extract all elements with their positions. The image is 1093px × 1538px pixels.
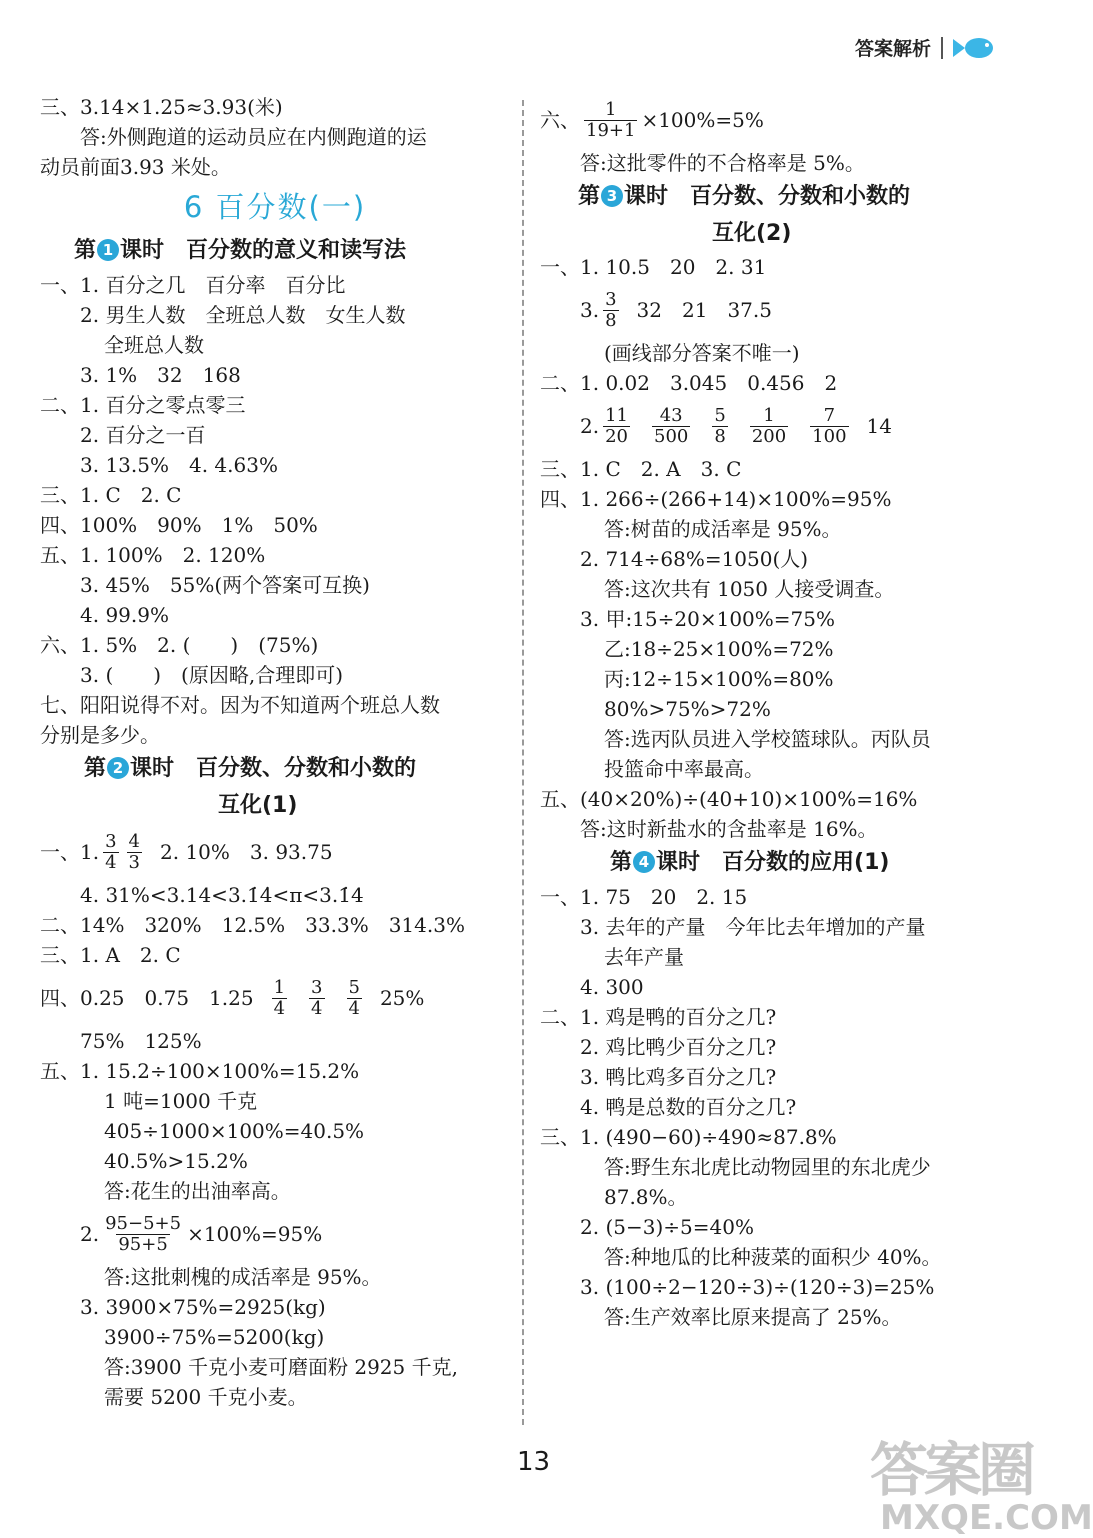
answer-line: 3. 13.5% 4. 4.63% — [80, 453, 278, 477]
answer-line: 五、1. 15.2÷100×100%=15.2% — [40, 1059, 360, 1083]
answer-line: 一、1. 3 4 4 3 2. 10% 3. 93.75 — [40, 830, 333, 873]
lesson-number-badge: 2 — [107, 757, 129, 779]
answer-line: 答:树苗的成活率是 95%。 — [604, 517, 842, 541]
header-label: 答案解析 — [854, 38, 931, 60]
answer-line: 二、1. 鸡是鸭的百分之几? — [540, 1005, 777, 1029]
answer-line: 六、1. 5% 2. ( ) (75%) — [40, 633, 319, 657]
page-number: 13 — [516, 1447, 551, 1477]
answer-line: 2. 百分之一百 — [80, 423, 206, 447]
lesson-number-badge: 1 — [97, 239, 119, 261]
watermark-url: MXQE.COM — [880, 1498, 1093, 1538]
fraction: 4 3 — [128, 830, 140, 873]
answer-line: 75% 125% — [80, 1029, 202, 1053]
answer-line: 动员前面3.93 米处。 — [40, 155, 231, 179]
answer-line: 二、1. 百分之零点零三 — [40, 393, 246, 417]
answer-line: 三、1. C 2. C — [40, 483, 182, 507]
answer-line: 3900÷75%=5200(kg) — [104, 1325, 325, 1349]
answer-line: 3. 3 8 32 21 37.5 — [580, 288, 772, 331]
fraction: 1 4 — [273, 976, 286, 1019]
watermark — [870, 1436, 1093, 1538]
answer-line: 2. (5−3)÷5=40% — [580, 1215, 754, 1239]
lesson-heading-2-cont: 互化(1) — [218, 793, 298, 818]
answer-line: 乙:18÷25×100%=72% — [604, 637, 834, 661]
answer-line: 4. 99.9% — [80, 603, 169, 627]
fraction: 1 200 — [751, 404, 787, 447]
answer-line: 40.5%>15.2% — [104, 1149, 248, 1173]
unit-title: 6 百分数(一) — [183, 190, 367, 224]
answer-line: 答:这次共有 1050 人接受调查。 — [604, 577, 895, 601]
fraction: 3 4 — [311, 976, 323, 1019]
answer-line: 答:这批刺槐的成活率是 95%。 — [104, 1265, 382, 1289]
fraction: 5 8 — [714, 404, 726, 447]
answer-line: 3. (100÷2−120÷3)÷(120÷3)=25% — [580, 1275, 935, 1299]
answer-line: 2. 鸡比鸭少百分之几? — [580, 1035, 777, 1059]
lesson-heading-2: 第 2 课时 百分数、分数和小数的 — [84, 756, 417, 781]
answer-line: 五、1. 100% 2. 120% — [40, 543, 266, 567]
answer-line: 去年产量 — [604, 945, 684, 969]
answer-line: 丙:12÷15×100%=80% — [604, 667, 834, 691]
answer-line: 3. ( ) (原因略,合理即可) — [80, 663, 344, 687]
fraction: 5 4 — [348, 976, 360, 1019]
answer-line: 答:生产效率比原来提高了 25%。 — [604, 1305, 902, 1329]
lesson-heading-1: 第 1 课时 百分数的意义和读写法 — [74, 238, 407, 263]
watermark-text: 答案圈 — [870, 1436, 1033, 1504]
answer-line: 七、阳阳说得不对。因为不知道两个班总人数 — [40, 693, 440, 717]
fraction: 3 8 — [605, 288, 617, 331]
answer-line: 分别是多少。 — [40, 723, 160, 747]
lesson-heading-3: 第 3 课时 百分数、分数和小数的 — [578, 184, 911, 209]
answer-line: 2. 11 20 43 500 5 8 1 200 7 100 14 — [580, 404, 892, 447]
fraction: 7 100 — [812, 404, 847, 447]
answer-line: 四、100% 90% 1% 50% — [40, 513, 318, 537]
answer-line: 4. 300 — [580, 975, 644, 999]
answer-line: 需要 5200 千克小麦。 — [104, 1385, 308, 1409]
answer-line: 三、3.14×1.25≈3.93(米) — [40, 95, 283, 119]
answer-line: 一、1. 10.5 20 2. 31 — [540, 255, 767, 279]
fraction: 11 20 — [605, 404, 628, 447]
left-column — [40, 92, 510, 1412]
answer-line: 二、1. 0.02 3.045 0.456 2 — [540, 371, 838, 395]
answer-line: 三、1. (490−60)÷490≈87.8% — [540, 1125, 837, 1149]
answer-line: 3. 1% 32 168 — [80, 363, 241, 387]
right-column — [540, 92, 1020, 1332]
answer-line: 1 吨=1000 千克 — [104, 1089, 258, 1113]
answer-line: 2. 714÷68%=1050(人) — [580, 547, 809, 571]
lesson-heading-4: 第 4 课时 百分数的应用(1) — [610, 850, 890, 875]
answer-line: 答:选丙队员进入学校篮球队。丙队员 — [604, 727, 931, 751]
answer-line: 答:种地瓜的比种菠菜的面积少 40%。 — [604, 1245, 942, 1269]
answer-line: 四、1. 266÷(266+14)×100%=95% — [540, 487, 892, 511]
answer-line: 87.8%。 — [604, 1185, 688, 1209]
answer-line: 一、1. 百分之几 百分率 百分比 — [40, 273, 346, 297]
answer-line: 2. $\frac{95-5+5}{95+5}$ ×100%=95% — [80, 1212, 323, 1255]
answer-line: 三、1. A 2. C — [40, 943, 181, 967]
answer-line: 3. 鸭比鸡多百分之几? — [580, 1065, 777, 1089]
fraction: $\frac{1}{19+1}$ — [586, 98, 636, 141]
lesson-heading-3-cont: 互化(2) — [712, 221, 792, 246]
answer-line: 投篮命中率最高。 — [604, 757, 764, 781]
answer-line: 全班总人数 — [104, 333, 204, 357]
header-divider — [941, 37, 943, 59]
answer-line: 答:野生东北虎比动物园里的东北虎少 — [604, 1155, 931, 1179]
answer-line: 80%>75%>72% — [604, 697, 771, 721]
answer-line: 3. 去年的产量 今年比去年增加的产量 — [580, 915, 926, 939]
answer-line: 二、14% 320% 12.5% 33.3% 314.3% — [40, 913, 465, 937]
lesson-number-badge: 3 — [601, 185, 623, 207]
answer-header — [855, 34, 995, 61]
answer-line: 三、1. C 2. A 3. C — [540, 457, 742, 481]
fish-icon — [951, 35, 995, 61]
column-divider — [522, 100, 524, 1425]
answer-line: 2. 男生人数 全班总人数 女生人数 — [80, 303, 406, 327]
answer-line: (画线部分答案不唯一) — [604, 341, 800, 365]
fraction: $\frac{95-5+5}{95+5}$ — [105, 1212, 182, 1255]
answer-line: 五、(40×20%)÷(40+10)×100%=16% — [540, 787, 918, 811]
answer-line: 答:3900 千克小麦可磨面粉 2925 千克, — [104, 1355, 458, 1379]
answer-line: 4. 31%<3.14<3.1̇4̇<π<3.1̇4 — [80, 883, 364, 907]
answer-line: 4. 鸭是总数的百分之几? — [580, 1095, 797, 1119]
answer-line: 405÷1000×100%=40.5% — [104, 1119, 365, 1143]
answer-line: 一、1. 75 20 2. 15 — [540, 885, 748, 909]
answer-line: 3. 3900×75%=2925(kg) — [80, 1295, 326, 1319]
answer-line: 答:这批零件的不合格率是 5%。 — [580, 151, 865, 175]
lesson-number-badge: 4 — [633, 851, 655, 873]
answer-line: 答:花生的出油率高。 — [104, 1179, 291, 1203]
fraction: 3 4 — [105, 830, 117, 873]
answer-line: 四、0.25 0.75 1.25 1 4 3 4 5 4 25% — [40, 976, 425, 1019]
answer-line: 答:外侧跑道的运动员应在内侧跑道的运 — [80, 125, 427, 149]
fraction: 43 500 — [654, 404, 689, 447]
answer-line: 3. 甲:15÷20×100%=75% — [580, 607, 835, 631]
answer-line: 六、 $\frac{1}{19+1}$ ×100%=5% — [540, 98, 764, 141]
answer-line: 答:这时新盐水的含盐率是 16%。 — [580, 817, 878, 841]
answer-line: 3. 45% 55%(两个答案可互换) — [80, 573, 370, 597]
